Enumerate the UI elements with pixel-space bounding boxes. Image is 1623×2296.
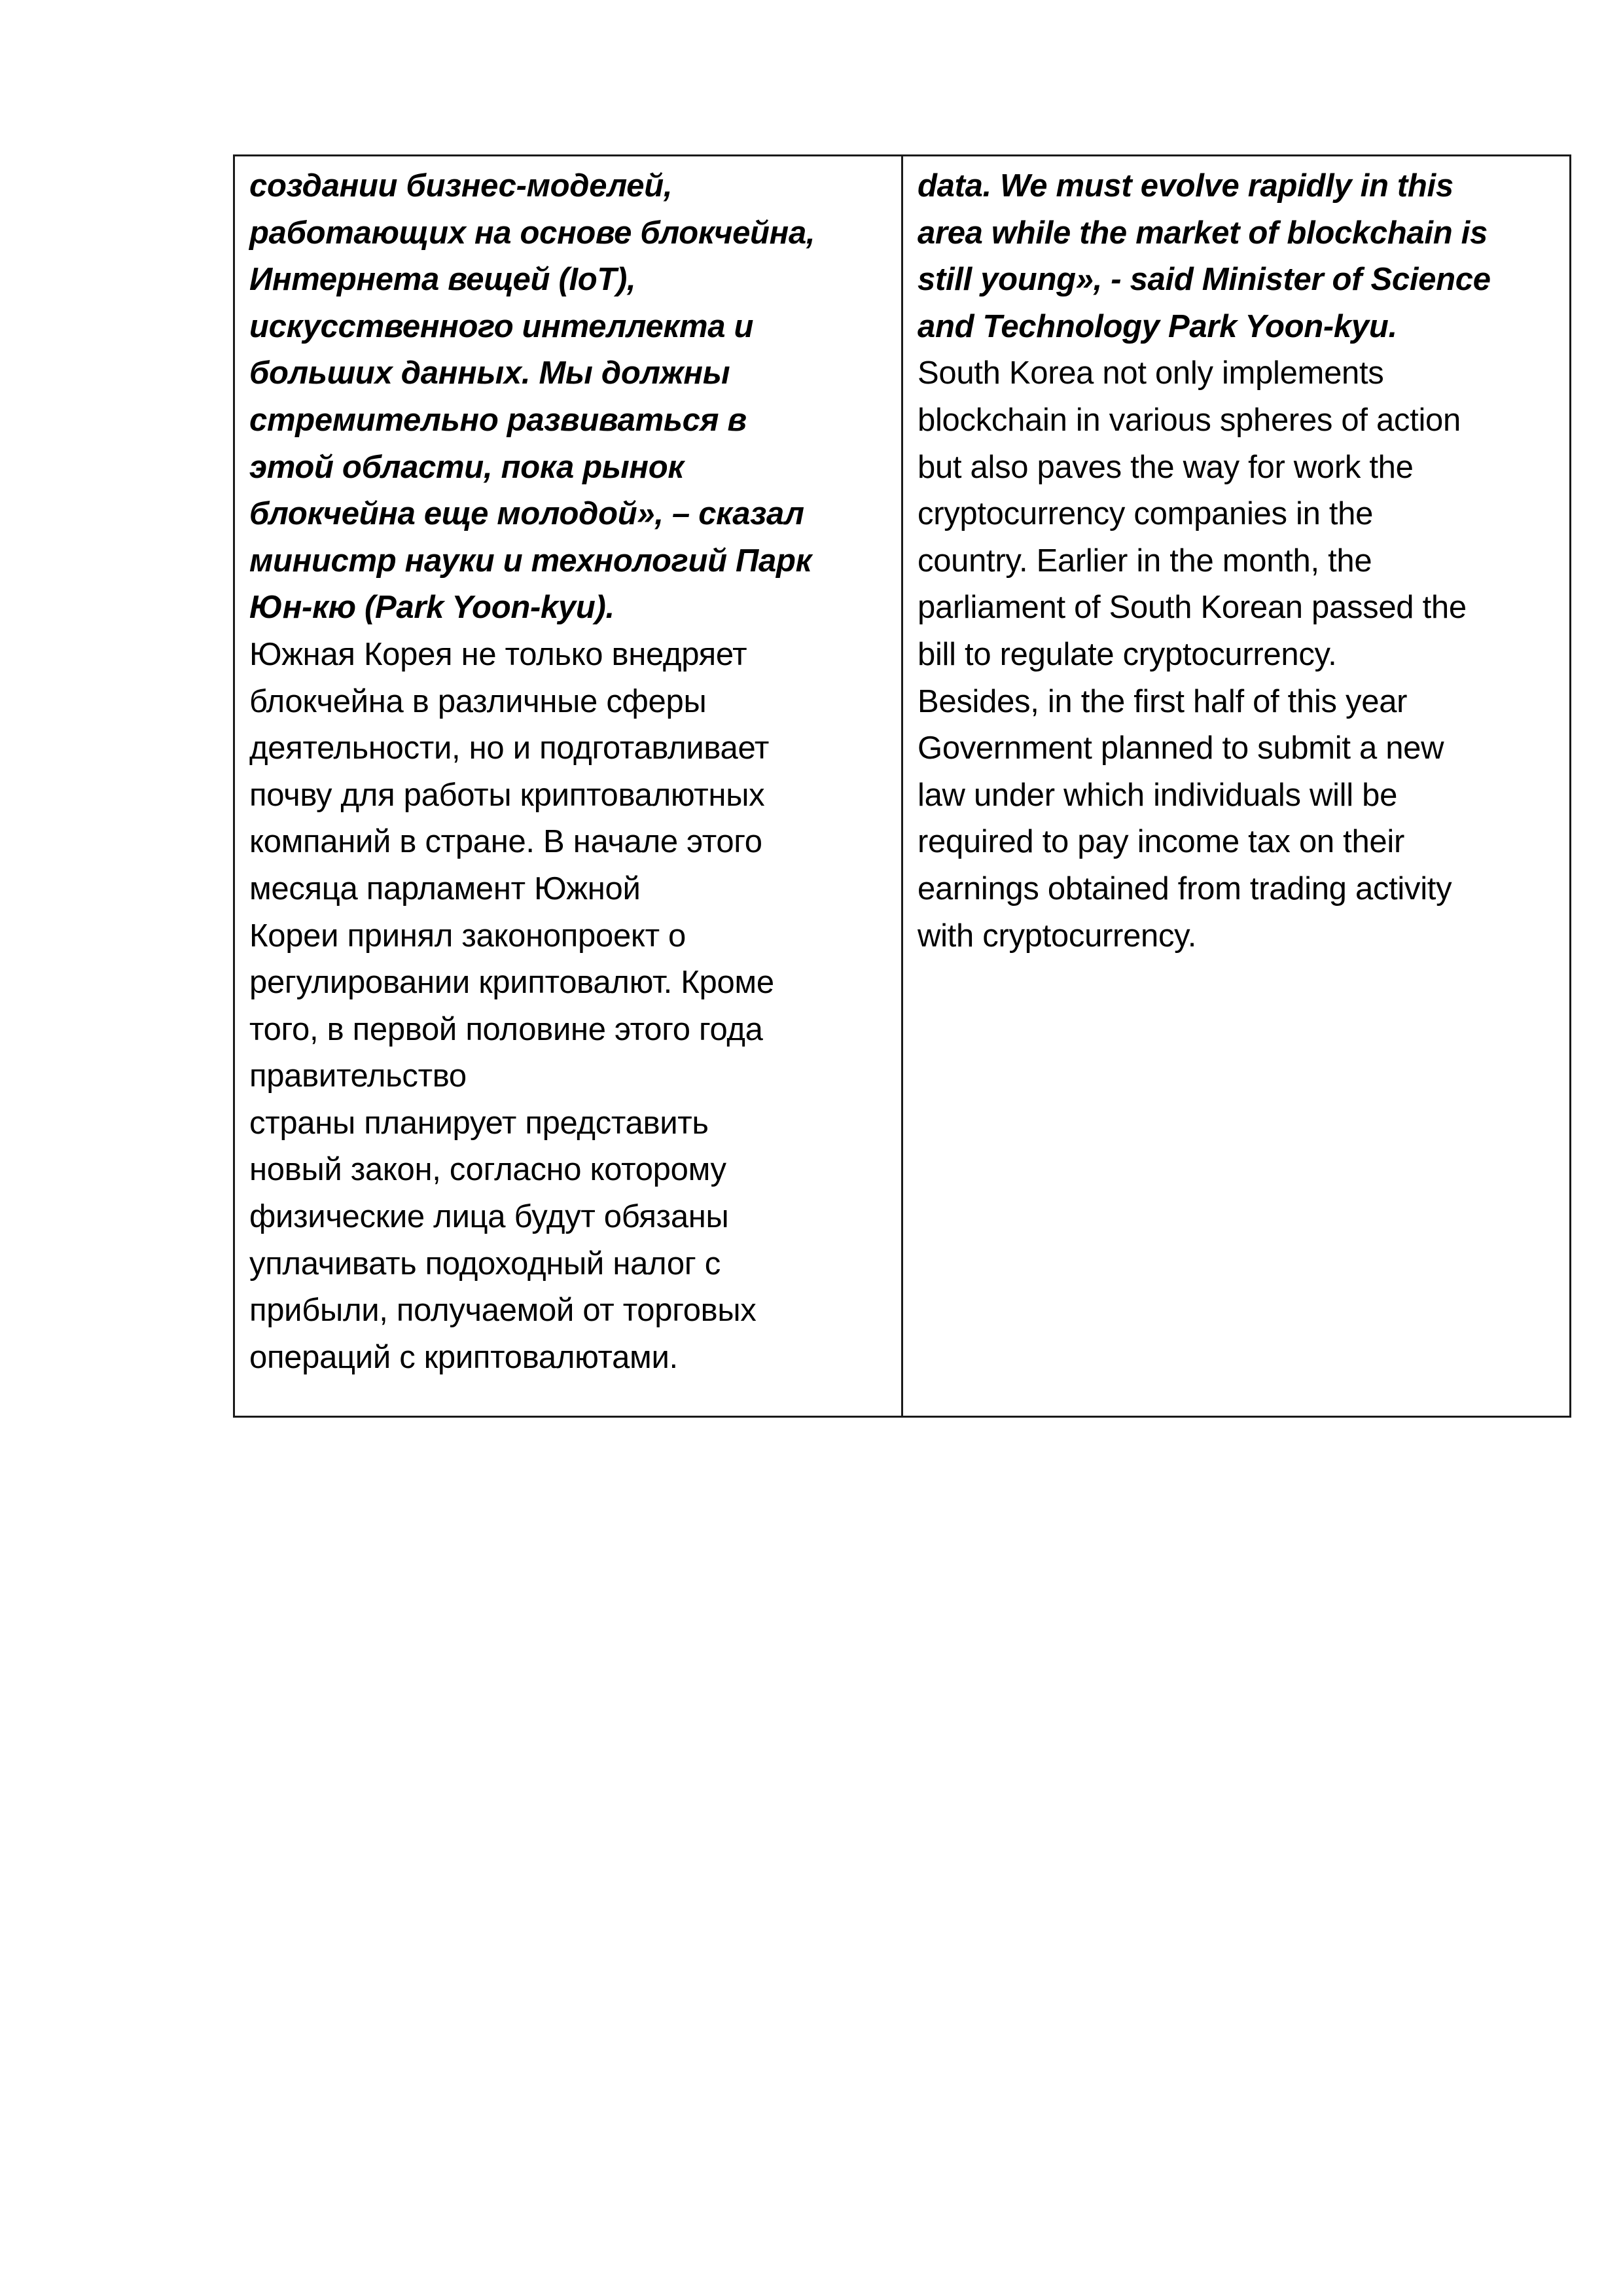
- english-body-line: bill to regulate cryptocurrency.: [918, 636, 1337, 672]
- russian-body-line: почву для работы криптовалютных: [249, 777, 765, 813]
- english-quote-line: area while the market of blockchain is: [918, 215, 1488, 251]
- russian-body-line: Кореи принял законопроект о: [249, 918, 686, 954]
- english-body-line: South Korea not only implements: [918, 355, 1384, 391]
- russian-body-line: физические лица будут обязаны: [249, 1199, 729, 1235]
- russian-body-line: деятельности, но и подготавливает: [249, 730, 769, 766]
- english-body-line: country. Earlier in the month, the: [918, 543, 1372, 579]
- english-quote-line: still young», - said Minister of Science: [918, 262, 1491, 298]
- english-body-paragraph: [918, 350, 1555, 960]
- english-body-line: Government planned to submit a new: [918, 730, 1444, 766]
- english-body-line: law under which individuals will be: [918, 777, 1398, 813]
- english-body-line: earnings obtained from trading activity: [918, 870, 1452, 906]
- english-body-line: cryptocurrency companies in the: [918, 496, 1374, 532]
- russian-quote-line: искусственного интеллекта и: [249, 308, 754, 344]
- english-quote-line: data. We must evolve rapidly in this: [918, 168, 1454, 204]
- english-body-line: parliament of South Korean passed the: [918, 590, 1467, 626]
- russian-text-cell: [234, 156, 902, 1417]
- russian-body-line: прибыли, получаемой от торговых: [249, 1293, 757, 1329]
- english-body-line: with cryptocurrency.: [918, 918, 1197, 954]
- english-body-line: but also paves the way for work the: [918, 449, 1414, 485]
- russian-quote-line: работающих на основе блокчейна,: [249, 215, 815, 251]
- table-row: [234, 156, 1571, 1417]
- translation-table: [233, 154, 1571, 1418]
- russian-quote-line: Интернета вещей (IoT),: [249, 262, 636, 298]
- russian-body-line: операций с криптовалютами.: [249, 1339, 678, 1375]
- russian-body-line: того, в первой половине этого года: [249, 1011, 763, 1047]
- russian-quote-line: блокчейна еще молодой», – сказал: [249, 496, 804, 532]
- russian-body-line: Южная Корея не только внедряет: [249, 636, 747, 672]
- russian-body-line: месяца парламент Южной: [249, 870, 641, 906]
- russian-body-paragraph: [249, 632, 887, 1382]
- english-body-line: blockchain in various spheres of action: [918, 402, 1461, 438]
- russian-body-line: регулировании криптовалют. Кроме: [249, 965, 774, 1001]
- russian-body-line: новый закон, согласно которому: [249, 1152, 726, 1188]
- russian-body-line: правительство: [249, 1058, 467, 1094]
- english-quote-paragraph: [918, 163, 1555, 350]
- russian-quote-line: министр науки и технологий Парк: [249, 543, 812, 579]
- russian-quote-line: Юн-кю (Park Yoon-kyu).: [249, 590, 615, 626]
- russian-body-line: блокчейна в различные сферы: [249, 683, 707, 719]
- russian-body-line: уплачивать подоходный налог с: [249, 1246, 721, 1282]
- english-body-line: required to pay income tax on their: [918, 824, 1404, 860]
- russian-body-line: компаний в стране. В начале этого: [249, 824, 762, 860]
- russian-quote-paragraph: [249, 163, 887, 632]
- russian-quote-line: стремительно развиваться в: [249, 402, 747, 438]
- english-quote-line: and Technology Park Yoon-kyu.: [918, 308, 1397, 344]
- english-body-line: Besides, in the first half of this year: [918, 683, 1408, 719]
- russian-quote-line: создании бизнес-моделей,: [249, 168, 673, 204]
- russian-quote-line: этой области, пока рынок: [249, 449, 684, 485]
- russian-body-line: страны планирует представить: [249, 1105, 709, 1141]
- english-text-cell: [902, 156, 1571, 1417]
- russian-quote-line: больших данных. Мы должны: [249, 355, 730, 391]
